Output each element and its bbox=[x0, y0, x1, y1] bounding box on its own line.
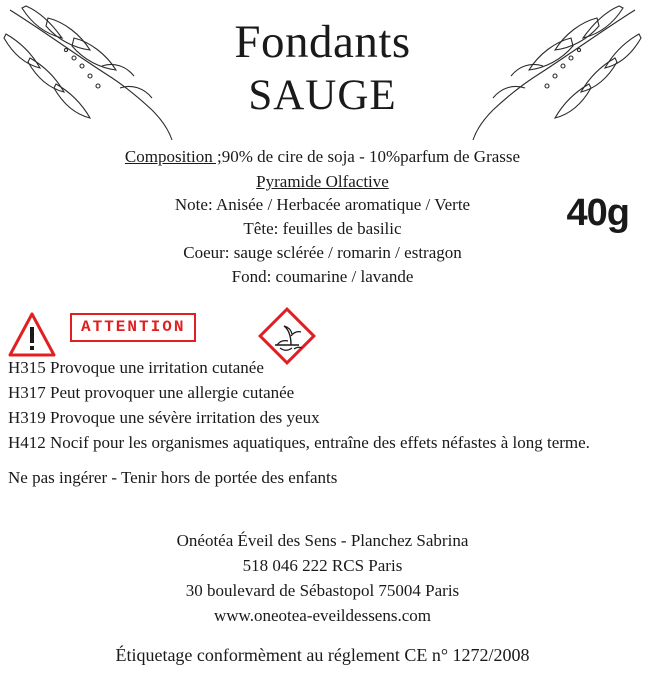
company-name: Onéotéa Éveil des Sens - Planchez Sabrina bbox=[176, 531, 469, 550]
exclamation-mark-warning-icon bbox=[8, 311, 56, 359]
pyramid-fond: Fond: coumarine / lavande bbox=[231, 267, 414, 286]
company-website: www.oneotea-eveildessens.com bbox=[214, 606, 431, 625]
composition-block bbox=[0, 145, 645, 289]
hazard-statements bbox=[8, 355, 638, 490]
hazard-h315: H315 Provoque une irritation cutanée bbox=[8, 358, 264, 377]
pyramid-note: Note: Anisée / Herbacée aromatique / Verte bbox=[174, 195, 471, 214]
pyramid-tete: Tête: feuilles de basilic bbox=[243, 219, 402, 238]
hazard-h319: H319 Provoque une sévère irritation des yeux bbox=[8, 408, 320, 427]
title-block bbox=[0, 14, 645, 122]
company-details bbox=[0, 528, 645, 628]
attention-signal-word: ATTENTION bbox=[70, 313, 196, 342]
company-registration: 518 046 222 RCS Paris bbox=[242, 556, 403, 575]
composition-label: Composition ; bbox=[124, 147, 222, 166]
composition-value: 90% de cire de soja - 10%parfum de Grasse bbox=[221, 147, 521, 166]
pyramid-coeur: Coeur: sauge sclérée / romarin / estragon bbox=[183, 243, 462, 262]
net-weight: 40g bbox=[566, 192, 629, 234]
hazard-h317: H317 Peut provoquer une allergie cutanée bbox=[8, 383, 295, 402]
company-address: 30 boulevard de Sébastopol 75004 Paris bbox=[185, 581, 460, 600]
composition-line bbox=[0, 145, 645, 168]
precautionary-statement: Ne pas ingérer - Tenir hors de portée des enfants bbox=[8, 468, 338, 487]
product-scent-name: SAUGE bbox=[248, 72, 397, 119]
product-title: Fondants bbox=[234, 16, 411, 68]
regulatory-notice: Étiquetage conformèment au réglement CE n° 1272/2008 bbox=[115, 645, 530, 665]
hazard-h412: H412 Nocif pour les organismes aquatiques, entraîne des effets néfastes à long terme. bbox=[8, 433, 590, 452]
pyramid-title: Pyramide Olfactive bbox=[256, 172, 389, 191]
